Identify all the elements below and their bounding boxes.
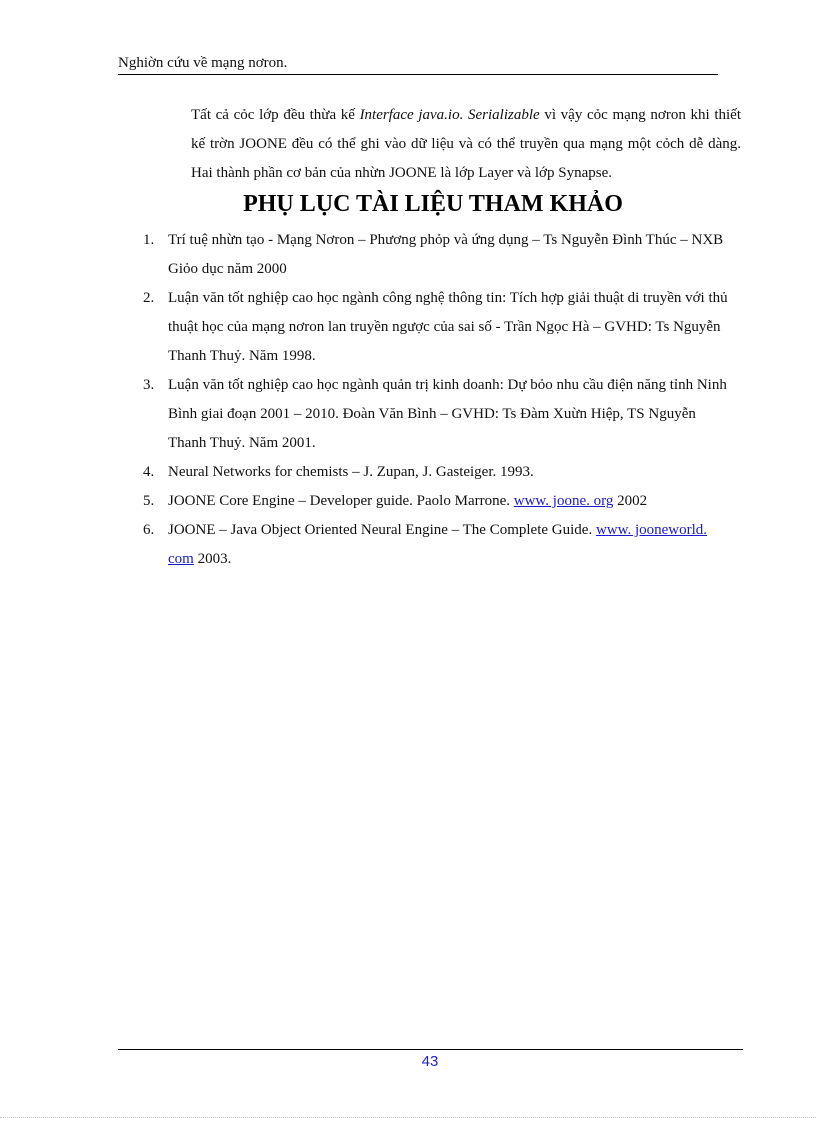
reference-year: 2003. (193, 551, 232, 567)
reference-item (143, 487, 733, 516)
page-number: 43 (421, 1053, 439, 1070)
intro-italic-serializable: Serializable (468, 107, 540, 123)
reference-number: 6. (143, 522, 155, 538)
reference-number: 3. (143, 377, 155, 393)
reference-item (143, 458, 733, 487)
reference-text: Luận văn tốt nghiệp cao học ngành công nghệ thông tin: Tích hợp giải thuật di truyền với thủ thuật học của mạng nơron lan truyền ngược của sai số - Trần Ngọc Hà – GVHD: Ts Nguyễn Thanh Thuỷ. Năm 1998. (168, 290, 728, 364)
footer-divider (118, 1049, 743, 1050)
reference-number: 4. (143, 464, 155, 480)
reference-text: JOONE Core Engine – Developer guide. Paolo Marrone. (168, 493, 514, 509)
intro-text-part1: Tất cả cỏc lớp đều thừa kế (191, 107, 360, 123)
running-header: Nghiờn cứu về mạng nơron. (118, 55, 718, 75)
intro-paragraph (191, 101, 741, 188)
joone-org-link[interactable]: www. joone. org (513, 493, 614, 509)
intro-text-part2: vì vậy cỏc mạng nơron khi thiết kế trờn JOONE đều có thể ghi vào dữ liệu và có thể truyền qua mạng một cỏch dễ dàng. Hai thành phần cơ bản của nhừn JOONE là lớp Layer và lớp Synapse. (191, 107, 741, 181)
reference-number: 1. (143, 232, 155, 248)
page-boundary-divider (0, 1117, 816, 1118)
reference-item (143, 516, 733, 574)
reference-number: 5. (143, 493, 155, 509)
reference-year: 2002 (613, 493, 648, 509)
reference-number: 2. (143, 290, 155, 306)
reference-item (143, 284, 733, 371)
section-title: PHỤ LỤC TÀI LIỆU THAM KHẢO (243, 191, 623, 217)
reference-text: JOONE – Java Object Oriented Neural Engine – The Complete Guide. (168, 522, 596, 538)
reference-text: Neural Networks for chemists – J. Zupan, J. Gasteiger. 1993. (168, 464, 534, 480)
intro-italic-interface: Interface java.io. (359, 107, 464, 123)
reference-text: Trí tuệ nhừn tạo - Mạng Nơron – Phương phỏp và ứng dụng – Ts Nguyễn Đình Thúc – NXB Giỏo dục năm 2000 (168, 232, 724, 277)
jooneworld-link[interactable]: www. jooneworld. com (168, 522, 708, 567)
reference-item (143, 226, 733, 284)
reference-item (143, 371, 733, 458)
reference-text: Luận văn tốt nghiệp cao học ngành quản trị kinh doanh: Dự bỏo nhu cầu điện năng tỉnh Ninh Bình giai đoạn 2001 – 2010. Đoàn Văn Bình – GVHD: Ts Đàm Xuừn Hiệp, TS Nguyễn Thanh Thuỷ. Năm 2001. (168, 377, 727, 451)
reference-list (143, 226, 733, 574)
